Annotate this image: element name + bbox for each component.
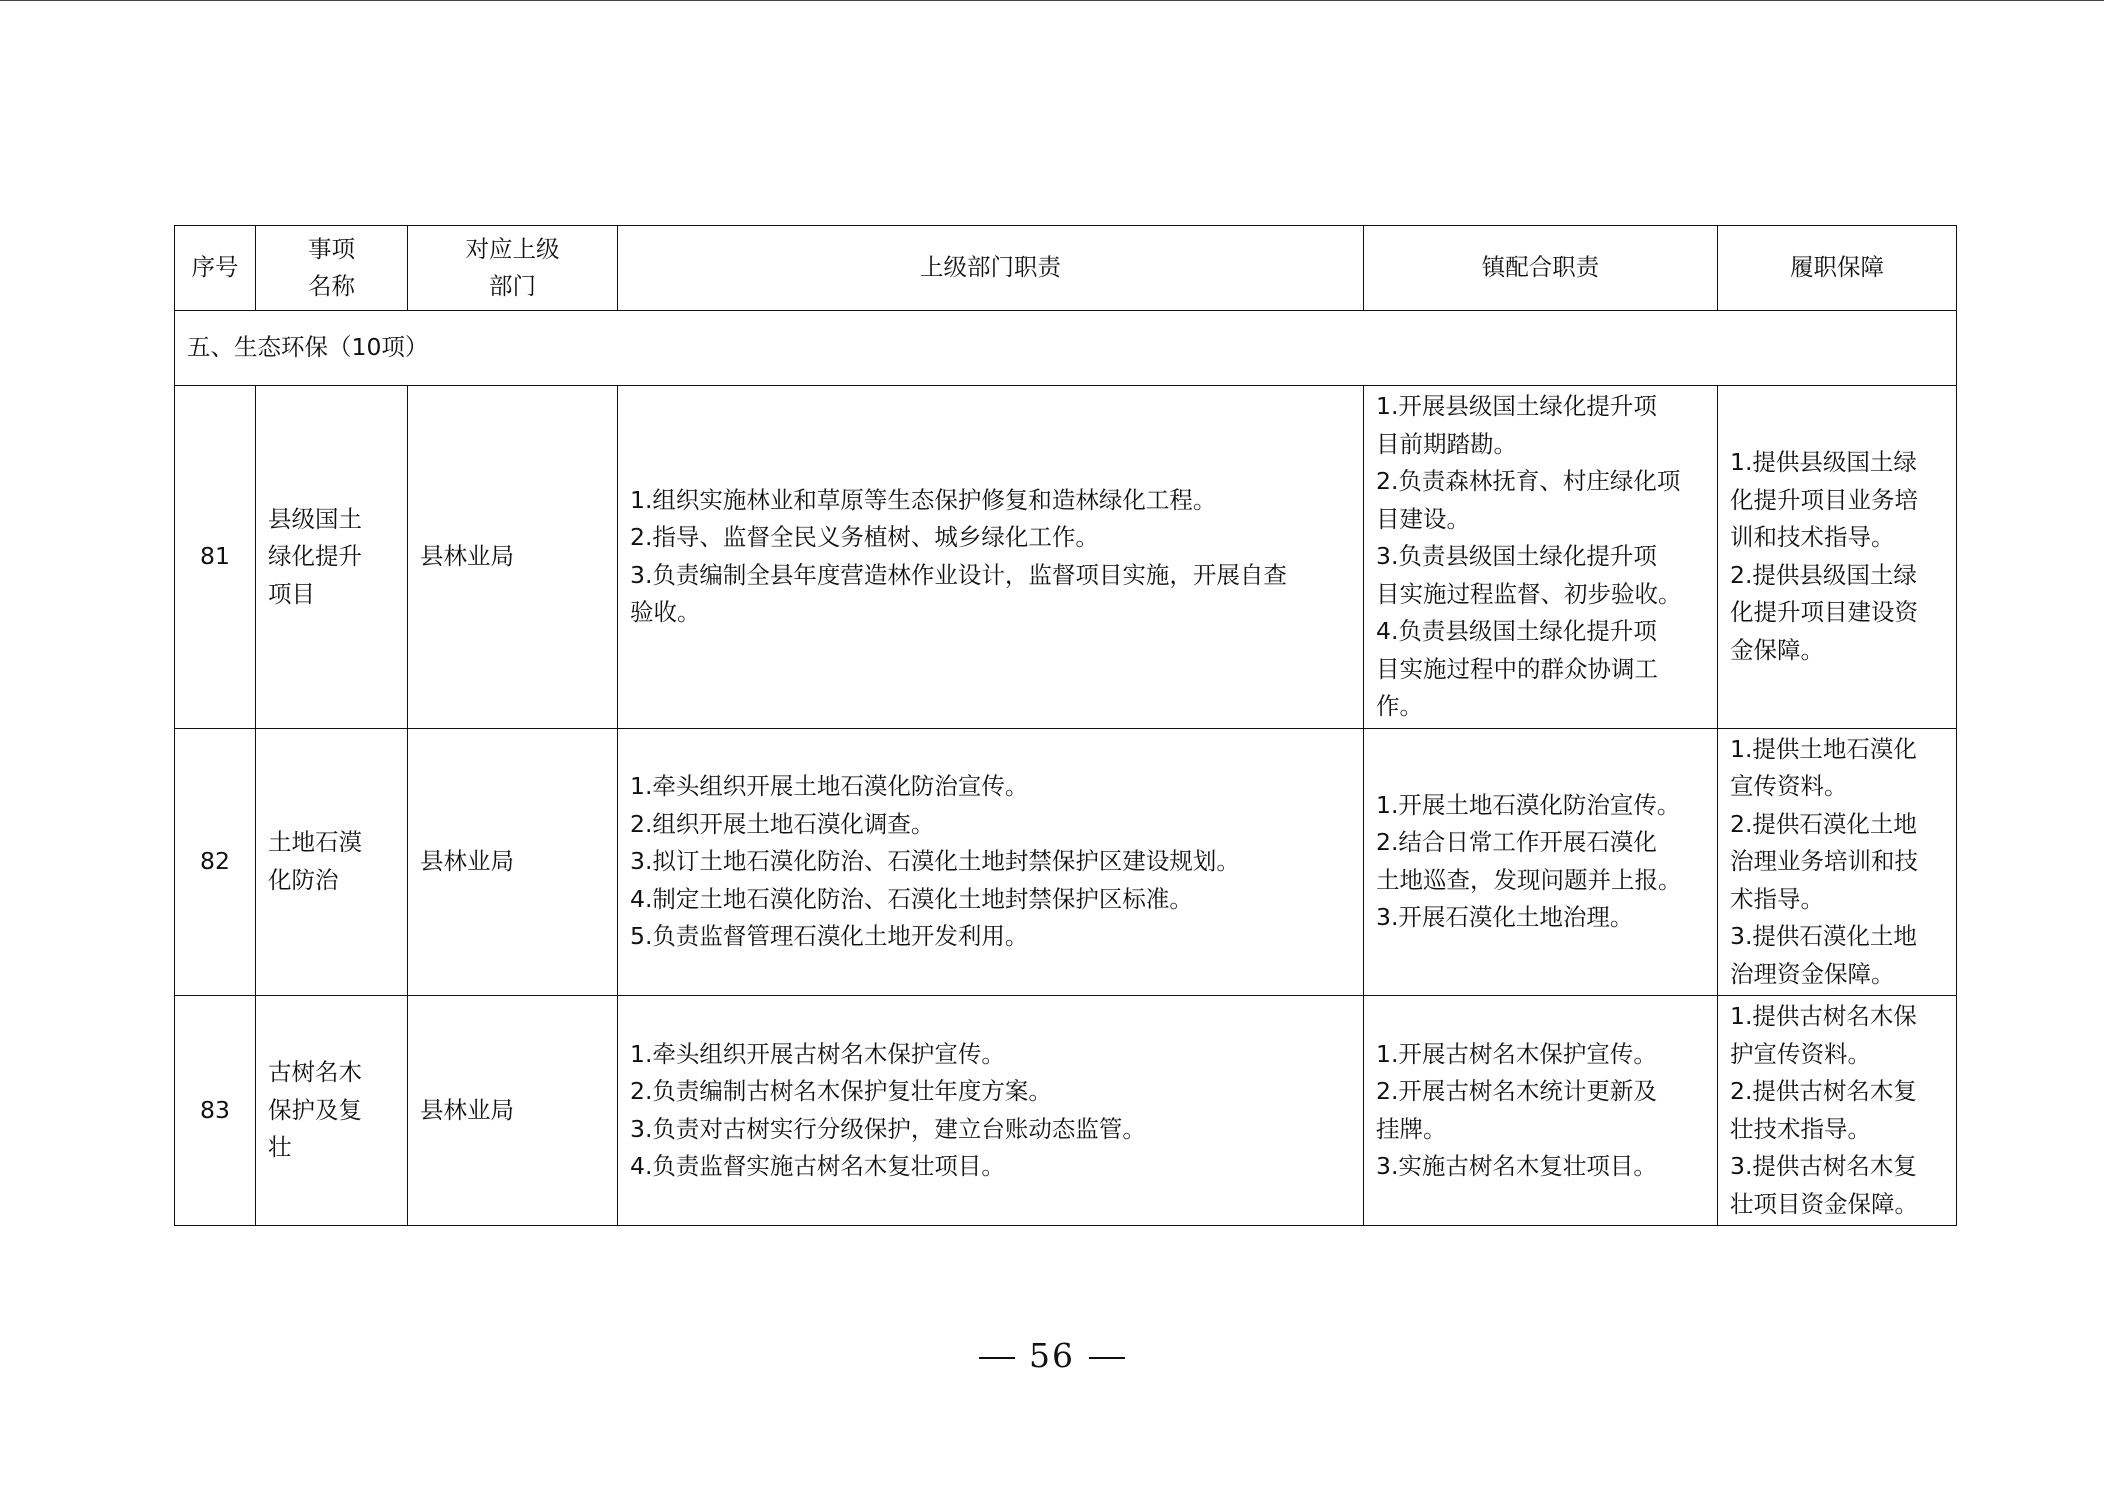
- page-number-value: 56: [1029, 1336, 1075, 1375]
- duty-line: 1.牵头组织开展土地石漠化防治宣传。: [630, 772, 1029, 800]
- town-duty-line: 目前期踏勘。: [1376, 429, 1517, 458]
- duty-line: 3.拟订土地石漠化防治、石漠化土地封禁保护区建设规划。: [630, 847, 1240, 875]
- guarantee-line: 训和技术指导。: [1730, 523, 1895, 552]
- item-name-line: 保护及复: [268, 1095, 362, 1124]
- guarantee-line: 治理资金保障。: [1730, 959, 1895, 988]
- header-item-name-line: 事项: [308, 234, 355, 263]
- town-duty-line: 2.开展古树名木统计更新及: [1376, 1077, 1657, 1105]
- row-superior-duties: [618, 386, 1364, 729]
- town-duty-line: 4.负责县级国土绿化提升项: [1376, 617, 1657, 645]
- item-name-line: 绿化提升: [268, 542, 362, 570]
- page-top-border: [0, 0, 2104, 1]
- guarantee-line: 壮项目资金保障。: [1730, 1189, 1918, 1218]
- town-duty-line: 目实施过程中的群众协调工: [1376, 654, 1658, 683]
- row-department: 县林业局: [408, 728, 618, 996]
- item-name-line: 项目: [268, 579, 315, 608]
- town-duty-line: 3.开展石漠化土地治理。: [1376, 903, 1634, 932]
- town-duty-line: 1.开展古树名木保护宣传。: [1376, 1039, 1657, 1068]
- row-superior-duties: [618, 728, 1364, 996]
- town-duty-line: 土地巡查，发现问题并上报。: [1376, 865, 1682, 894]
- guarantee-line: 2.提供县级国土绿: [1730, 560, 1917, 589]
- item-name-line: 化防治: [268, 865, 339, 894]
- duty-line: 1.组织实施林业和草原等生态保护修复和造林绿化工程。: [630, 485, 1217, 514]
- town-duty-line: 目建设。: [1376, 504, 1470, 533]
- duty-line: 5.负责监督管理石漠化土地开发利用。: [630, 922, 1029, 950]
- item-name-line: 县级国土: [268, 504, 362, 533]
- duty-line: 3.负责对古树实行分级保护，建立台账动态监管。: [630, 1114, 1146, 1143]
- header-guarantee: 履职保障: [1718, 226, 1957, 311]
- duty-line: 2.指导、监督全民义务植树、城乡绿化工作。: [630, 523, 1099, 552]
- page-number: [0, 1336, 2104, 1375]
- row-department: 县林业局: [408, 996, 618, 1226]
- duty-line: 验收。: [630, 598, 701, 627]
- header-superior-duties: 上级部门职责: [618, 226, 1364, 311]
- section-title: 五、生态环保（10项）: [175, 311, 1957, 386]
- duty-table: [174, 225, 1957, 1226]
- town-duty-line: 挂牌。: [1376, 1114, 1447, 1143]
- guarantee-line: 护宣传资料。: [1730, 1039, 1871, 1068]
- town-duty-line: 作。: [1376, 692, 1423, 720]
- guarantee-line: 化提升项目建设资: [1730, 598, 1918, 627]
- header-town-duties: 镇配合职责: [1364, 226, 1718, 311]
- section-row: [175, 311, 1957, 386]
- guarantee-line: 术指导。: [1730, 884, 1824, 913]
- item-name-line: 土地石漠: [268, 828, 362, 857]
- table-row: [175, 386, 1957, 729]
- duty-line: 1.牵头组织开展古树名木保护宣传。: [630, 1039, 1005, 1068]
- row-item-name: [256, 386, 408, 729]
- header-department: [408, 226, 618, 311]
- header-no: 序号: [175, 226, 256, 311]
- row-item-name: [256, 996, 408, 1226]
- town-duty-line: 1.开展土地石漠化防治宣传。: [1376, 790, 1681, 819]
- guarantee-line: 3.提供石漠化土地: [1730, 922, 1917, 950]
- duty-line: 2.组织开展土地石漠化调查。: [630, 809, 935, 838]
- guarantee-line: 壮技术指导。: [1730, 1114, 1871, 1143]
- row-department: 县林业局: [408, 386, 618, 729]
- guarantee-line: 金保障。: [1730, 635, 1824, 664]
- header-item-name: [256, 226, 408, 311]
- guarantee-line: 1.提供古树名木保: [1730, 1002, 1917, 1030]
- table-header-row: [175, 226, 1957, 311]
- header-department-line: 部门: [489, 272, 536, 300]
- guarantee-line: 治理业务培训和技: [1730, 847, 1918, 875]
- row-item-name: [256, 728, 408, 996]
- duty-line: 4.负责监督实施古树名木复壮项目。: [630, 1152, 1005, 1180]
- row-town-duties: [1364, 728, 1718, 996]
- guarantee-line: 宣传资料。: [1730, 772, 1848, 800]
- item-name-line: 壮: [268, 1133, 292, 1162]
- guarantee-line: 2.提供石漠化土地: [1730, 809, 1917, 838]
- row-superior-duties: [618, 996, 1364, 1226]
- duty-line: 4.制定土地石漠化防治、石漠化土地封禁保护区标准。: [630, 884, 1193, 913]
- row-no: 83: [175, 996, 256, 1226]
- page-number-dash-right: [1089, 1357, 1125, 1359]
- table-row: [175, 996, 1957, 1226]
- row-guarantee: [1718, 996, 1957, 1226]
- row-town-duties: [1364, 996, 1718, 1226]
- town-duty-line: 目实施过程监督、初步验收。: [1376, 579, 1682, 608]
- town-duty-line: 1.开展县级国土绿化提升项: [1376, 392, 1657, 420]
- guarantee-line: 化提升项目业务培: [1730, 485, 1918, 514]
- duty-line: 2.负责编制古树名木保护复壮年度方案。: [630, 1077, 1052, 1105]
- guarantee-line: 3.提供古树名木复: [1730, 1152, 1917, 1180]
- guarantee-line: 1.提供土地石漠化: [1730, 734, 1917, 763]
- item-name-line: 古树名木: [268, 1058, 362, 1087]
- town-duty-line: 2.结合日常工作开展石漠化: [1376, 828, 1657, 857]
- header-department-line: 对应上级: [465, 234, 560, 263]
- town-duty-line: 3.实施古树名木复壮项目。: [1376, 1152, 1657, 1180]
- duty-line: 3.负责编制全县年度营造林作业设计，监督项目实施，开展自查: [630, 560, 1287, 589]
- header-item-name-line: 名称: [308, 272, 355, 300]
- town-duty-line: 2.负责森林抚育、村庄绿化项: [1376, 467, 1681, 495]
- row-town-duties: [1364, 386, 1718, 729]
- table-row: [175, 728, 1957, 996]
- row-guarantee: [1718, 386, 1957, 729]
- town-duty-line: 3.负责县级国土绿化提升项: [1376, 542, 1657, 570]
- page-number-dash-left: [979, 1357, 1015, 1359]
- row-no: 81: [175, 386, 256, 729]
- row-no: 82: [175, 728, 256, 996]
- row-guarantee: [1718, 728, 1957, 996]
- guarantee-line: 1.提供县级国土绿: [1730, 448, 1917, 477]
- guarantee-line: 2.提供古树名木复: [1730, 1077, 1917, 1105]
